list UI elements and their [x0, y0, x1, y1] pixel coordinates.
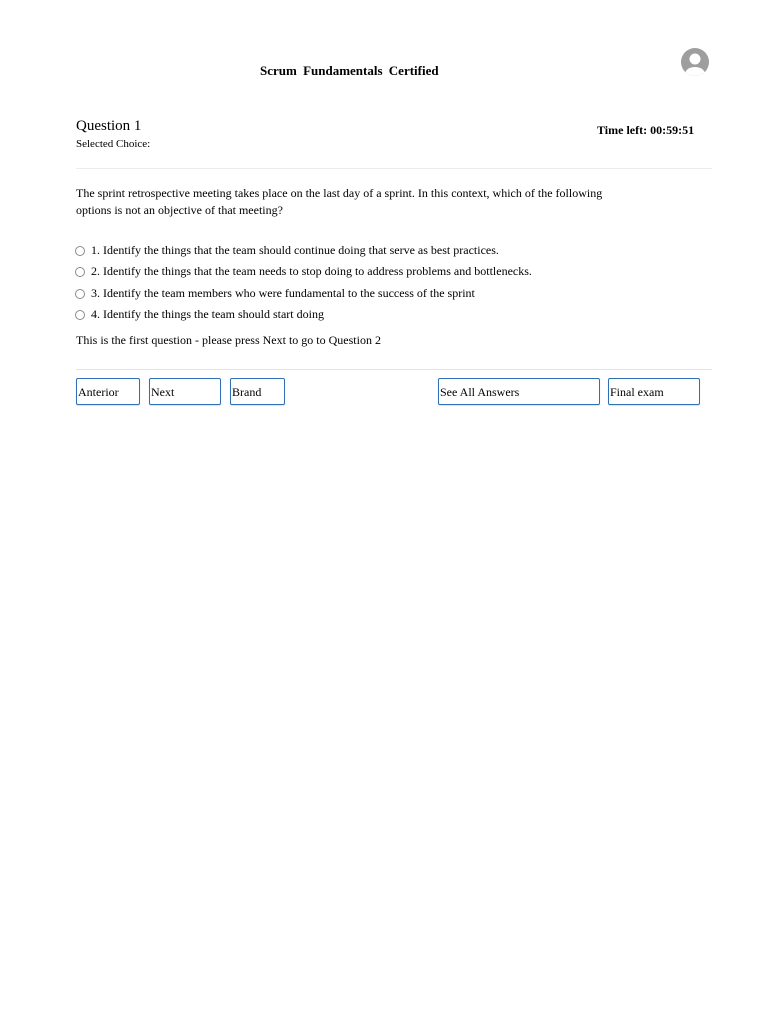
answer-option-3[interactable]	[75, 286, 475, 301]
divider	[76, 168, 712, 169]
radio-button[interactable]	[75, 289, 85, 299]
brand-button[interactable]: Brand	[230, 378, 285, 405]
answer-option-label: 4. Identify the things the team should start doing	[91, 307, 324, 321]
selected-choice-label: Selected Choice:	[76, 138, 151, 150]
see-all-answers-button[interactable]: See All Answers	[438, 378, 600, 405]
final-exam-button[interactable]: Final exam	[608, 378, 700, 405]
divider	[76, 369, 712, 370]
answer-option-label: 3. Identify the team members who were fundamental to the success of the sprint	[91, 286, 475, 300]
time-left: Time left: 00:59:51	[597, 123, 695, 137]
radio-button[interactable]	[75, 246, 85, 256]
answer-option-label: 1. Identify the things that the team should continue doing that serve as best practices.	[91, 243, 499, 257]
answer-option-1[interactable]	[75, 243, 499, 258]
question-prompt: The sprint retrospective meeting takes place on the last day of a sprint. In this context, which of the following options is not an objective of that meeting?	[76, 186, 603, 217]
previous-button[interactable]: Anterior	[76, 378, 140, 405]
page-title: Scrum Fundamentals Certified	[260, 63, 439, 78]
navigation-hint: This is the first question - please press Next to go to Question 2	[76, 333, 381, 347]
question-heading: Question 1	[76, 118, 142, 134]
answer-option-label: 2. Identify the things that the team needs to stop doing to address problems and bottlenecks.	[91, 264, 532, 278]
next-button[interactable]: Next	[149, 378, 221, 405]
user-avatar-icon[interactable]	[681, 48, 709, 76]
answer-option-2[interactable]	[75, 264, 532, 279]
radio-button[interactable]	[75, 267, 85, 277]
radio-button[interactable]	[75, 310, 85, 320]
answer-option-4[interactable]	[75, 307, 324, 322]
